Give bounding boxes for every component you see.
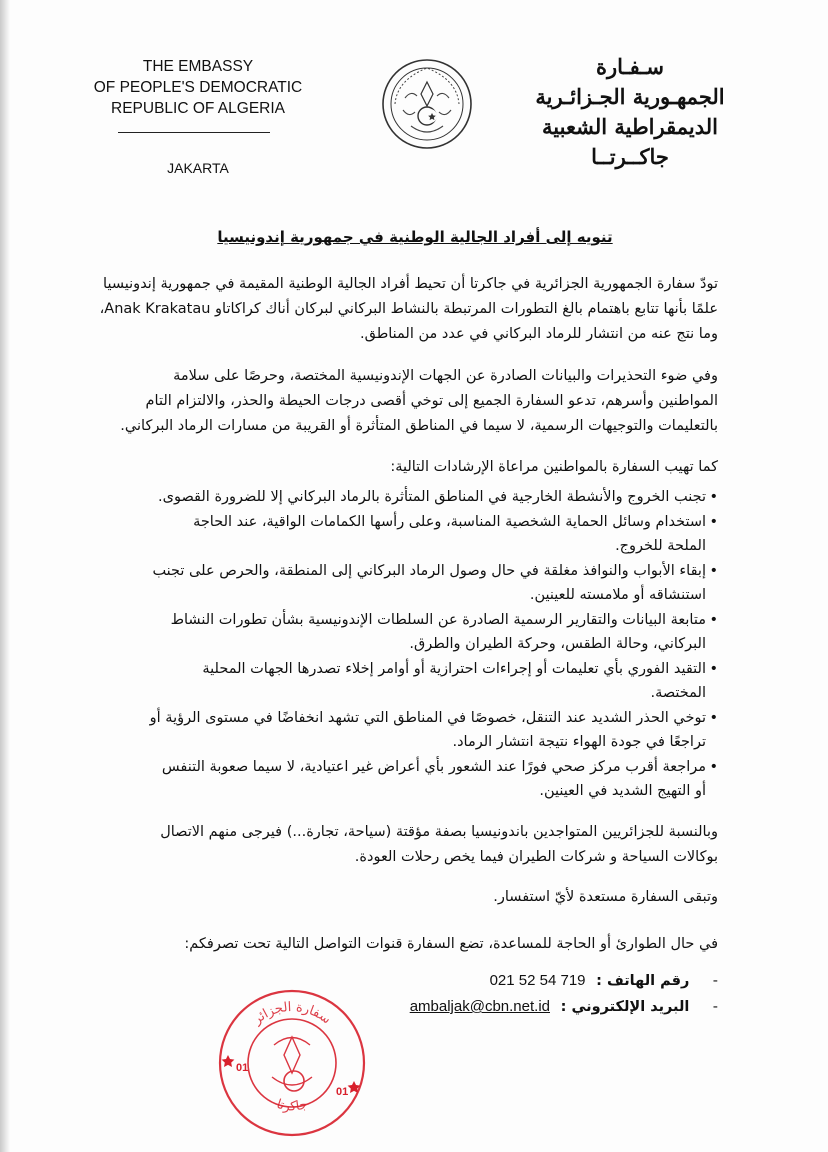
list-item-line: • إبقاء الأبواب والنوافذ مغلقة في حال وصول الرماد البركاني إلى المنطقة، والحرص على تجنب [152, 562, 706, 579]
paragraph-temporary-residents [160, 820, 718, 870]
contact-email-row [410, 998, 718, 1015]
contact-dash: - [712, 999, 718, 1015]
stamp-number-left: 01 [236, 1062, 249, 1074]
list-item-line: أو التهيج الشديد في العينين. [539, 783, 706, 799]
list-item [150, 510, 718, 559]
header-ar-line: سـفـارة [595, 54, 665, 79]
list-item [150, 755, 718, 804]
list-item-line: البركاني، وحالة الطقس، وحركة الطيران والطرق. [409, 636, 706, 652]
list-item-line: • تجنب الخروج والأنشطة الخارجية في المناطق المتأثرة بالرماد البركاني إلا للضرورة القصوى. [158, 489, 706, 505]
paragraph-availability: وتبقى السفارة مستعدة لأيّ استفسار. [493, 889, 718, 905]
scan-edge-shadow [0, 0, 10, 1152]
paragraph-line: وفي ضوء التحذيرات والبيانات الصادرة عن الجهات الإندونيسية المختصة، وحرصًا على سلامة [173, 368, 718, 384]
embassy-red-stamp-icon [214, 985, 370, 1141]
header-city: JAKARTA [167, 160, 229, 176]
paragraph-line: علمًا بأنها تتابع باهتمام بالغ التطورات المرتبطة بالنشاط البركاني لبركان أناك كراكاتاو Anak Krakatau، [99, 301, 718, 317]
header-ar-line: الجمهـورية الجـزائـرية [535, 84, 725, 109]
stamp-number-right: 01 [336, 1086, 349, 1098]
embassy-header-english [78, 56, 318, 119]
header-ar-line: الديمقراطية الشعبية [542, 114, 718, 139]
list-item [150, 657, 718, 706]
list-item-line: • متابعة البيانات والتقارير الرسمية الصادرة عن السلطات الإندونيسية بشأن تطورات النشاط [170, 611, 706, 628]
phone-label: رقم الهاتف : [596, 973, 690, 989]
list-item-line: • توخي الحذر الشديد عند التنقل، خصوصًا في المناطق التي تشهد انخفاضًا في مستوى الرؤية أو [149, 709, 706, 726]
list-item [150, 706, 718, 755]
list-item-line: استنشاقه أو ملامسته للعينين. [529, 587, 706, 603]
list-item-line: المختصة. [650, 685, 706, 701]
header-ar-line: جاكــرتــا [591, 144, 669, 169]
list-item-line: • التقيد الفوري بأي تعليمات أو إجراءات احترازية أو أوامر إخلاء تصدرها الجهات المحلية [202, 660, 706, 677]
paragraph-line: وما نتج عنه من انتشار للرماد البركاني في عدد من المناطق. [360, 326, 718, 342]
paragraph-warning [120, 364, 718, 439]
header-divider [118, 132, 270, 133]
contact-dash: - [712, 973, 718, 989]
list-item-line: • استخدام وسائل الحماية الشخصية المناسبة، وعلى رأسها الكمامات الواقية، عند الحاجة [193, 513, 706, 530]
email-link[interactable]: ambaljak@cbn.net.id [409, 998, 550, 1015]
stamp-text-bottom: جاكرتا [274, 1096, 310, 1115]
list-item-line: الملحة للخروج. [615, 538, 706, 554]
email-label: البريد الإلكتروني : [560, 999, 690, 1015]
embassy-header-arabic [500, 52, 760, 172]
list-item [150, 608, 718, 657]
list-item-line: • مراجعة أقرب مركز صحي فورًا عند الشعور بأي أعراض غير اعتيادية، لا سيما صعوبة التنفس [161, 758, 706, 775]
svg-text:جاكرتا [275, 1097, 310, 1115]
paragraph-line: بالتعليمات والتوجيهات الرسمية، لا سيما في المناطق المتأثرة أو القريبة من مسارات الرماد البركاني. [120, 418, 718, 434]
paragraph-intro [100, 272, 718, 347]
algeria-emblem-seal-icon [381, 58, 473, 150]
guidelines-list [150, 485, 718, 804]
paragraph-line: المواطنين وأسرهم، تدعو السفارة الجميع إلى توخي أقصى درجات الحيطة والحذر، والالتزام التام [145, 393, 718, 409]
svg-text:سفارة الجزائر [249, 1000, 333, 1028]
phone-number[interactable]: 021 52 54 719 [489, 972, 586, 989]
list-item [150, 485, 718, 510]
paragraph-line: وبالنسبة للجزائريين المتواجدين باندونيسيا بصفة مؤقتة (سياحة، تجارة...) فيرجى منهم الاتصال [160, 824, 718, 840]
paragraph-emergency: في حال الطوارئ أو الحاجة للمساعدة، تضع السفارة قنوات التواصل التالية تحت تصرفكم: [184, 936, 718, 952]
notice-title: تنويه إلى أفراد الجالية الوطنية في جمهورية إندونيسيا [217, 228, 613, 246]
list-item-line: تراجعًا في جودة الهواء نتيجة انتشار الرماد. [452, 734, 706, 750]
header-en-line: OF PEOPLE'S DEMOCRATIC [93, 79, 303, 96]
list-item [150, 559, 718, 608]
paragraph-line: بوكالات السياحة و شركات الطيران فيما يخص رحلات العودة. [354, 849, 718, 865]
header-en-line: THE EMBASSY [142, 58, 254, 75]
contact-phone-row [490, 972, 718, 989]
stamp-text-top: سفارة الجزائر [250, 999, 334, 1028]
guidelines-intro: كما تهيب السفارة بالمواطنين مراعاة الإرشادات التالية: [390, 459, 718, 475]
paragraph-line: تودّ سفارة الجمهورية الجزائرية في جاكرتا أن تحيط أفراد الجالية الوطنية المقيمة في جمهورية إندونيسيا [103, 276, 718, 292]
header-en-line: REPUBLIC OF ALGERIA [111, 100, 285, 117]
